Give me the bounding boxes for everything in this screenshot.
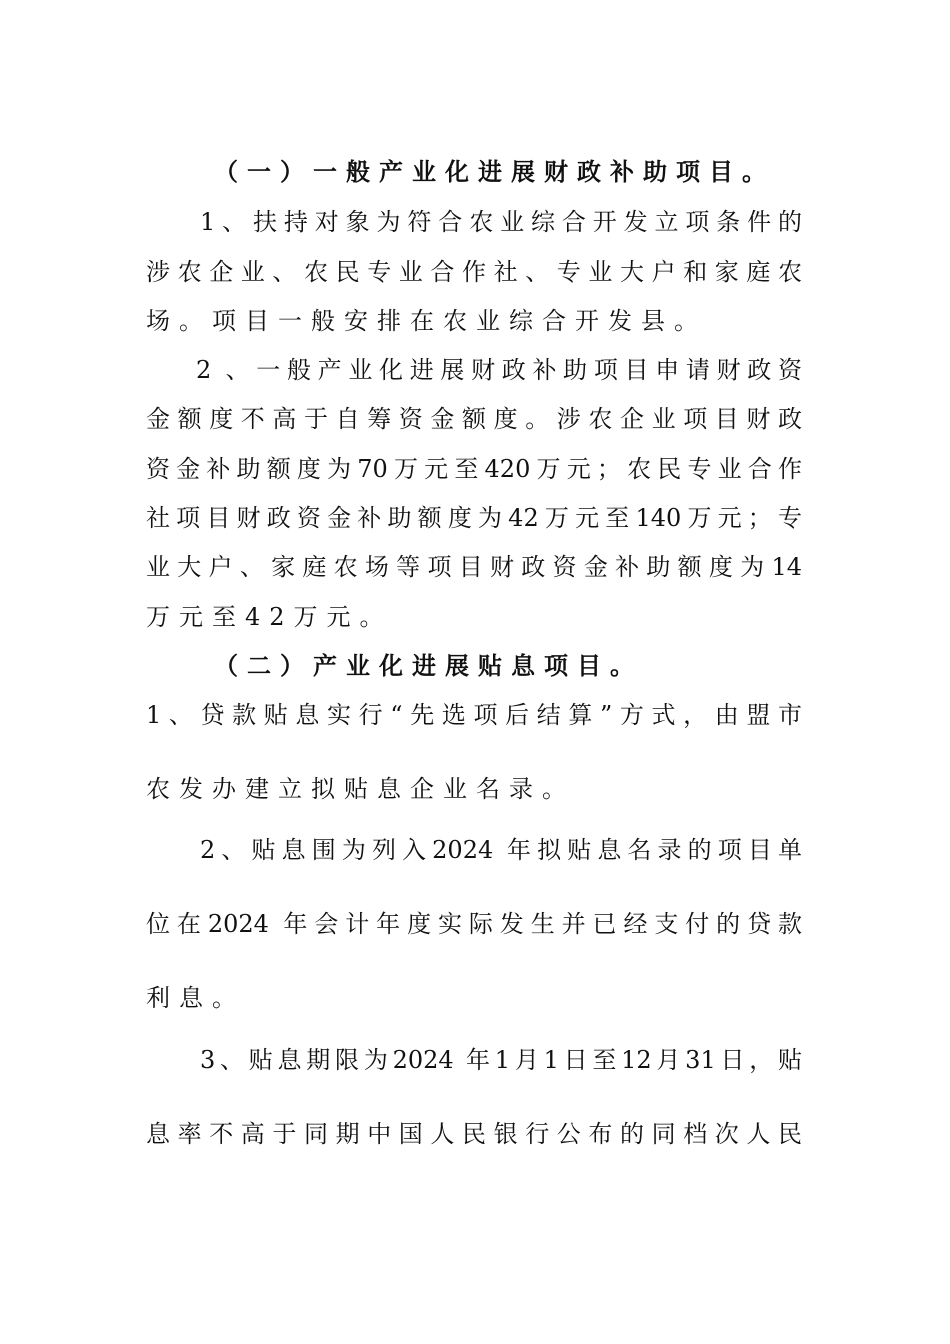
paragraph-line: 1、扶持对象为符合农业综合开发立项条件的: [200, 208, 802, 236]
paragraph-line: 农发办建立拟贴息企业名录。: [146, 775, 575, 803]
paragraph-line: 涉农企业、农民专业合作社、专业大户和家庭农: [146, 258, 802, 286]
paragraph-line: 2 、一般产业化进展财政补助项目申请财政资: [196, 356, 802, 384]
paragraph-line: 利息。: [146, 984, 245, 1012]
section-heading-1: （一）一般产业化进展财政补助项目。: [214, 157, 775, 186]
paragraph-line: 金额度不高于自筹资金额度。涉农企业项目财政: [146, 405, 802, 433]
paragraph-line: 2、贴息围为列入2024 年拟贴息名录的项目单: [200, 836, 802, 864]
paragraph-line: 资金补助额度为70万元至420万元；农民专业合作: [146, 455, 802, 483]
section-heading-2: （二）产业化进展贴息项目。: [214, 651, 643, 680]
paragraph-line: 3、贴息期限为2024 年1月1日至12月31日，贴: [200, 1046, 802, 1074]
paragraph-line: 位在2024 年会计年度实际发生并已经支付的贷款: [146, 910, 802, 938]
paragraph-line: 万元至42万元。: [146, 603, 393, 631]
paragraph-line: 业大户、家庭农场等项目财政资金补助额度为14: [146, 553, 802, 581]
paragraph-line: 1、贷款贴息实行“先选项后结算”方式，由盟市: [146, 701, 802, 729]
paragraph-line: 息率不高于同期中国人民银行公布的同档次人民: [146, 1120, 802, 1148]
paragraph-line: 场。项目一般安排在农业综合开发县。: [146, 307, 707, 335]
paragraph-line: 社项目财政资金补助额度为42万元至140万元；专: [146, 504, 802, 532]
